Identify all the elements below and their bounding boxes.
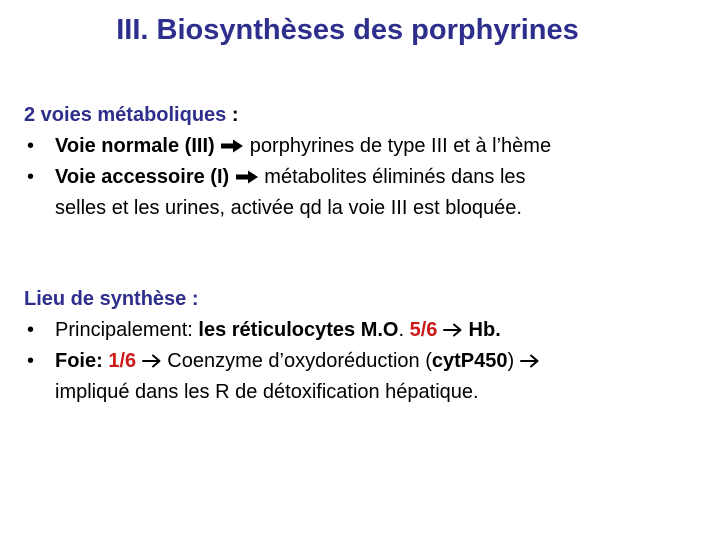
bullet-line-continuation: impliqué dans les R de détoxification hépatique.	[55, 381, 479, 403]
coenzyme-text: Coenzyme d’oxydoréduction (	[161, 350, 432, 372]
pathway-label: Voie normale (III)	[55, 135, 215, 157]
bullet-dot: •	[27, 319, 35, 341]
section-heading: Lieu de synthèse :	[24, 288, 199, 310]
section-heading-text: 2 voies métaboliques	[24, 104, 227, 126]
bullet-dot: •	[27, 135, 35, 157]
bullet-dot: •	[27, 350, 35, 372]
section-heading	[24, 100, 714, 131]
bullet-line-continuation: selles et les urines, activée qd la voie III est bloquée.	[55, 197, 522, 219]
location-cells: les réticulocytes M.O	[198, 319, 399, 341]
bullet-dot: •	[27, 166, 35, 188]
bullet-line	[55, 346, 714, 377]
thin-right-arrow-icon	[142, 354, 162, 368]
pathway-description: métabolites éliminés dans les	[264, 166, 526, 188]
cytochrome-prefix: cyt	[431, 350, 461, 372]
cytochrome-name: P450	[460, 350, 508, 372]
bullet-line	[55, 162, 714, 193]
location-lead: Principalement:	[55, 319, 199, 341]
bullet-item-accessory-pathway	[24, 162, 714, 224]
location-separator: .	[398, 319, 410, 341]
bullet-item-reticulocytes	[24, 315, 714, 346]
bold-right-arrow-icon	[235, 170, 259, 184]
bold-right-arrow-icon	[220, 139, 244, 153]
pathway-label: Voie accessoire (I)	[55, 166, 230, 188]
coenzyme-close: )	[507, 350, 520, 372]
thin-right-arrow-icon	[520, 354, 540, 368]
bullet-item-liver	[24, 346, 714, 408]
section-heading-colon: :	[226, 104, 239, 126]
target-product: Hb.	[462, 319, 501, 341]
section-metabolic-pathways	[24, 100, 714, 224]
fraction-value: 5/6	[409, 319, 438, 341]
section-synthesis-location	[24, 284, 714, 408]
fraction-value: 1/6	[108, 350, 137, 372]
thin-right-arrow-icon	[443, 323, 463, 337]
liver-label: Foie:	[55, 350, 109, 372]
pathway-description: porphyrines de type III et à l’hème	[249, 135, 552, 157]
bullet-item-normal-pathway	[24, 131, 714, 162]
slide-title: III. Biosynthèses des porphyrines	[116, 14, 579, 46]
